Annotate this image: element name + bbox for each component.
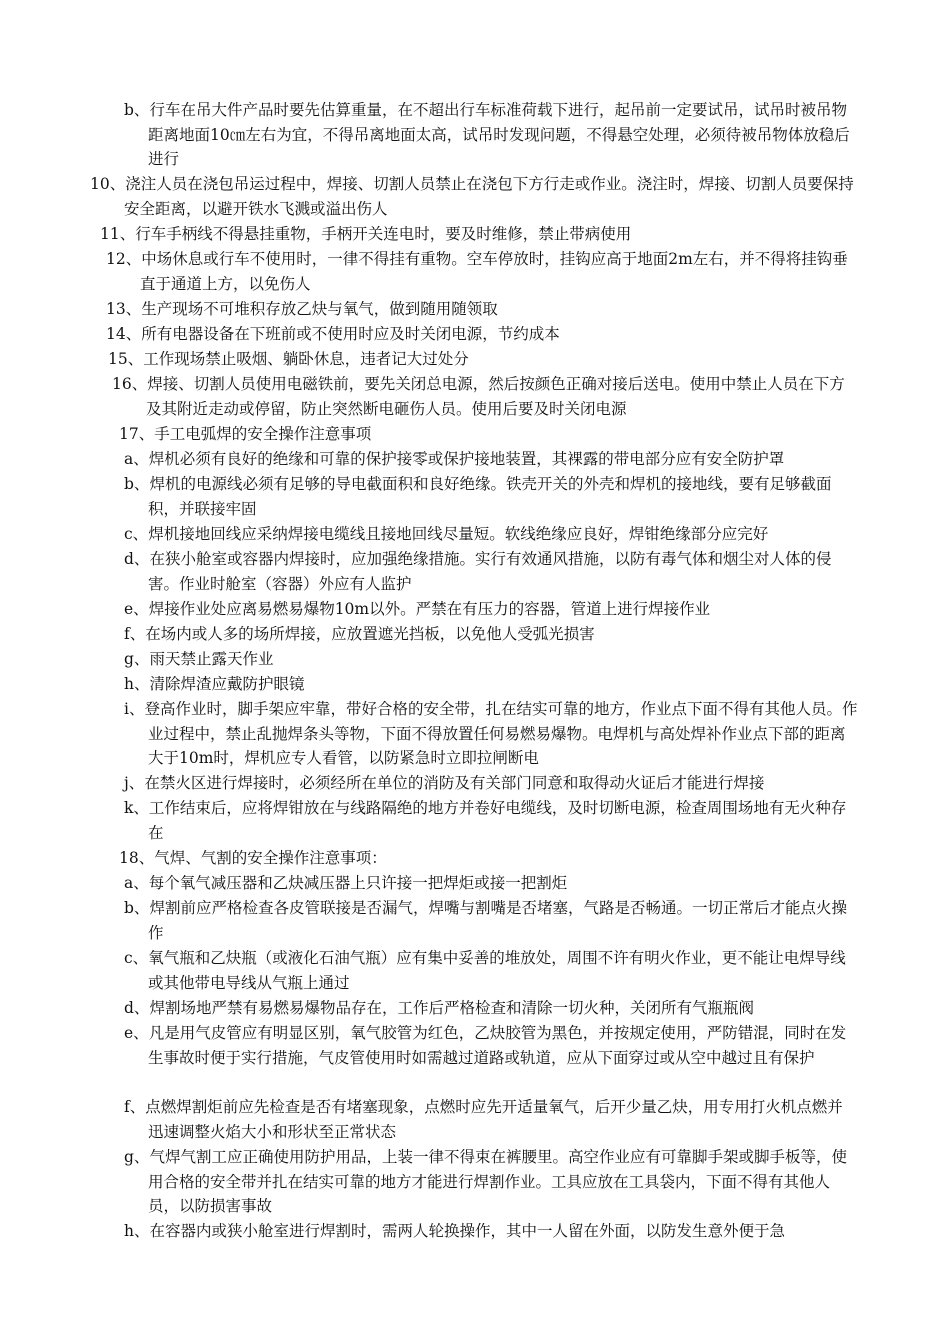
item-text: 焊机的电源线必须有足够的导电截面积和良好绝缘。铁壳开关的外壳和焊机的接地线，要有足够截面积，并联接牢固 xyxy=(148,475,832,518)
list-item xyxy=(0,771,858,796)
item-marker: 17、 xyxy=(119,425,155,443)
item-text: 浇注人员在浇包吊运过程中，焊接、切割人员禁止在浇包下方行走或作业。浇注时，焊接、切割人员要保持安全距离，以避开铁水飞溅或溢出伤人 xyxy=(124,175,854,218)
item-marker: a、 xyxy=(124,450,149,468)
list-item xyxy=(0,98,858,172)
item-text: 每个氧气减压器和乙炔减压器上只许接一把焊炬或接一把割炬 xyxy=(148,874,568,892)
list-item xyxy=(0,1021,858,1070)
list-item xyxy=(0,547,858,596)
list-item xyxy=(0,1095,858,1144)
item-text: 气焊、气割的安全操作注意事项： xyxy=(154,849,387,867)
list-item xyxy=(0,622,858,647)
list-item xyxy=(0,297,858,322)
item-marker: 14、 xyxy=(106,325,142,343)
item-marker: g、 xyxy=(124,650,150,668)
list-item xyxy=(0,422,858,447)
item-text: 生产现场不可堆积存放乙炔与氧气，做到随用随领取 xyxy=(141,300,498,318)
list-item xyxy=(0,172,858,221)
item-text: 在狭小舱室或容器内焊接时，应加强绝缘措施。实行有效通风措施，以防有毒气体和烟尘对人体的侵害。作业时舱室（容器）外应有人监护 xyxy=(148,550,832,593)
item-text: 工作现场禁止吸烟、躺卧休息，违者记大过处分 xyxy=(143,350,469,368)
item-marker: a、 xyxy=(124,874,149,892)
item-text: 行车在吊大件产品时要先估算重量，在不超出行车标准荷载下进行，起吊前一定要试吊，试吊时被吊物距离地面10㎝左右为宜，不得吊离地面太高，试吊时发现问题，不得悬空处理，必须待被吊物体放稳后进行 xyxy=(148,101,850,169)
item-marker: e、 xyxy=(124,600,149,618)
item-text: 焊机接地回线应采纳焊接电缆线且接地回线尽量短。软线绝缘应良好，焊钳绝缘部分应完好 xyxy=(148,525,769,543)
list-item xyxy=(0,672,858,697)
item-text: 手工电弧焊的安全操作注意事项 xyxy=(154,425,372,443)
item-marker: 13、 xyxy=(106,300,142,318)
list-item xyxy=(0,896,858,945)
list-item xyxy=(0,447,858,472)
item-marker: 10、 xyxy=(90,175,126,193)
item-text: 所有电器设备在下班前或不使用时应及时关闭电源，节约成本 xyxy=(141,325,560,343)
list-item xyxy=(0,996,858,1021)
item-marker: c、 xyxy=(124,525,149,543)
item-text: 在场内或人多的场所焊接，应放置遮光挡板，以免他人受弧光损害 xyxy=(145,625,595,643)
item-marker: b、 xyxy=(124,475,150,493)
item-text: 登高作业时，脚手架应牢靠，带好合格的安全带，扎在结实可靠的地方，作业点下面不得有其他人员。作业过程中，禁止乱抛焊条头等物，下面不得放置任何易燃易爆物。电焊机与高处焊补作业点下部的距离大于10m时，焊机应专人看管，以防紧急时立即拉闸断电 xyxy=(144,700,858,768)
item-text: 工作结束后，应将焊钳放在与线路隔绝的地方并卷好电缆线，及时切断电源，检查周围场地有无火种存在 xyxy=(148,799,847,842)
item-marker: k、 xyxy=(124,799,149,817)
list-item xyxy=(0,647,858,672)
list-item xyxy=(0,247,858,296)
item-text: 焊割前应严格检查各皮管联接是否漏气，焊嘴与割嘴是否堵塞，气路是否畅通。一切正常后才能点火操作 xyxy=(148,899,847,942)
item-text: 点燃焊割炬前应先检查是否有堵塞现象，点燃时应先开适量氧气，后开少量乙炔，用专用打火机点燃并迅速调整火焰大小和形状至正常状态 xyxy=(145,1098,843,1141)
item-text: 焊割场地严禁有易燃易爆物品存在，工作后严格检查和清除一切火种，关闭所有气瓶瓶阀 xyxy=(149,999,754,1017)
list-item xyxy=(0,372,858,421)
item-marker: 16、 xyxy=(112,375,148,393)
item-marker: h、 xyxy=(124,675,150,693)
list-item xyxy=(0,871,858,896)
item-marker: i、 xyxy=(124,700,145,718)
item-marker: 12、 xyxy=(106,250,142,268)
item-marker: f、 xyxy=(124,625,146,643)
list-item xyxy=(0,1145,858,1219)
list-item xyxy=(0,697,858,771)
item-text: 氧气瓶和乙炔瓶（或液化石油气瓶）应有集中妥善的堆放处，周围不许有明火作业，更不能让电焊导线或其他带电导线从气瓶上通过 xyxy=(148,949,846,992)
item-marker: h、 xyxy=(124,1222,150,1240)
item-marker: c、 xyxy=(124,949,149,967)
list-item xyxy=(0,796,858,845)
list-item xyxy=(0,1219,858,1244)
list-item xyxy=(0,597,858,622)
item-marker: e、 xyxy=(124,1024,149,1042)
item-text: 在容器内或狭小舱室进行焊割时，需两人轮换操作，其中一人留在外面，以防发生意外便于急 xyxy=(149,1222,785,1240)
item-marker: d、 xyxy=(124,999,150,1017)
item-text: 焊接、切割人员使用电磁铁前，要先关闭总电源，然后按颜色正确对接后送电。使用中禁止人员在下方及其附近走动或停留，防止突然断电砸伤人员。使用后要及时关闭电源 xyxy=(146,375,845,418)
list-item xyxy=(0,946,858,995)
item-text: 雨天禁止露天作业 xyxy=(149,650,274,668)
item-text: 中场休息或行车不使用时，一律不得挂有重物。空车停放时，挂钩应高于地面2m左右，并不得将挂钩垂直于通道上方，以免伤人 xyxy=(140,250,848,293)
item-text: 行车手柄线不得悬挂重物，手柄开关连电时，要及时维修，禁止带病使用 xyxy=(135,225,632,243)
list-item xyxy=(0,322,858,347)
item-text: 在禁火区进行焊接时，必须经所在单位的消防及有关部门同意和取得动火证后才能进行焊接 xyxy=(144,774,765,792)
item-marker: 11、 xyxy=(100,225,136,243)
item-marker: 18、 xyxy=(119,849,155,867)
list-item xyxy=(0,347,858,372)
item-marker: d、 xyxy=(124,550,150,568)
item-text: 焊机必须有良好的绝缘和可靠的保护接零或保护接地装置，其裸露的带电部分应有安全防护罩 xyxy=(148,450,785,468)
list-item xyxy=(0,222,858,247)
item-text: 凡是用气皮管应有明显区别，氧气胶管为红色，乙炔胶管为黑色，并按规定使用，严防错混，同时在发生事故时便于实行措施，气皮管使用时如需越过道路或轨道，应从下面穿过或从空中越过且有保护 xyxy=(148,1024,847,1067)
item-text: 气焊气割工应正确使用防护用品，上装一律不得束在裤腰里。高空作业应有可靠脚手架或脚手板等，使用合格的安全带并扎在结实可靠的地方才能进行焊割作业。工具应放在工具袋内，下面不得有其他人员，以防损害事故 xyxy=(148,1148,847,1216)
item-marker: f、 xyxy=(124,1098,146,1116)
list-item xyxy=(0,472,858,521)
item-text: 焊接作业处应离易燃易爆物10m以外。严禁在有压力的容器，管道上进行焊接作业 xyxy=(148,600,711,618)
list-item xyxy=(0,522,858,547)
item-marker: 15、 xyxy=(108,350,144,368)
item-marker: b、 xyxy=(124,101,150,119)
item-marker: b、 xyxy=(124,899,150,917)
item-marker: g、 xyxy=(124,1148,150,1166)
list-item xyxy=(0,846,858,871)
item-marker: j、 xyxy=(124,774,145,792)
item-text: 清除焊渣应戴防护眼镜 xyxy=(149,675,305,693)
